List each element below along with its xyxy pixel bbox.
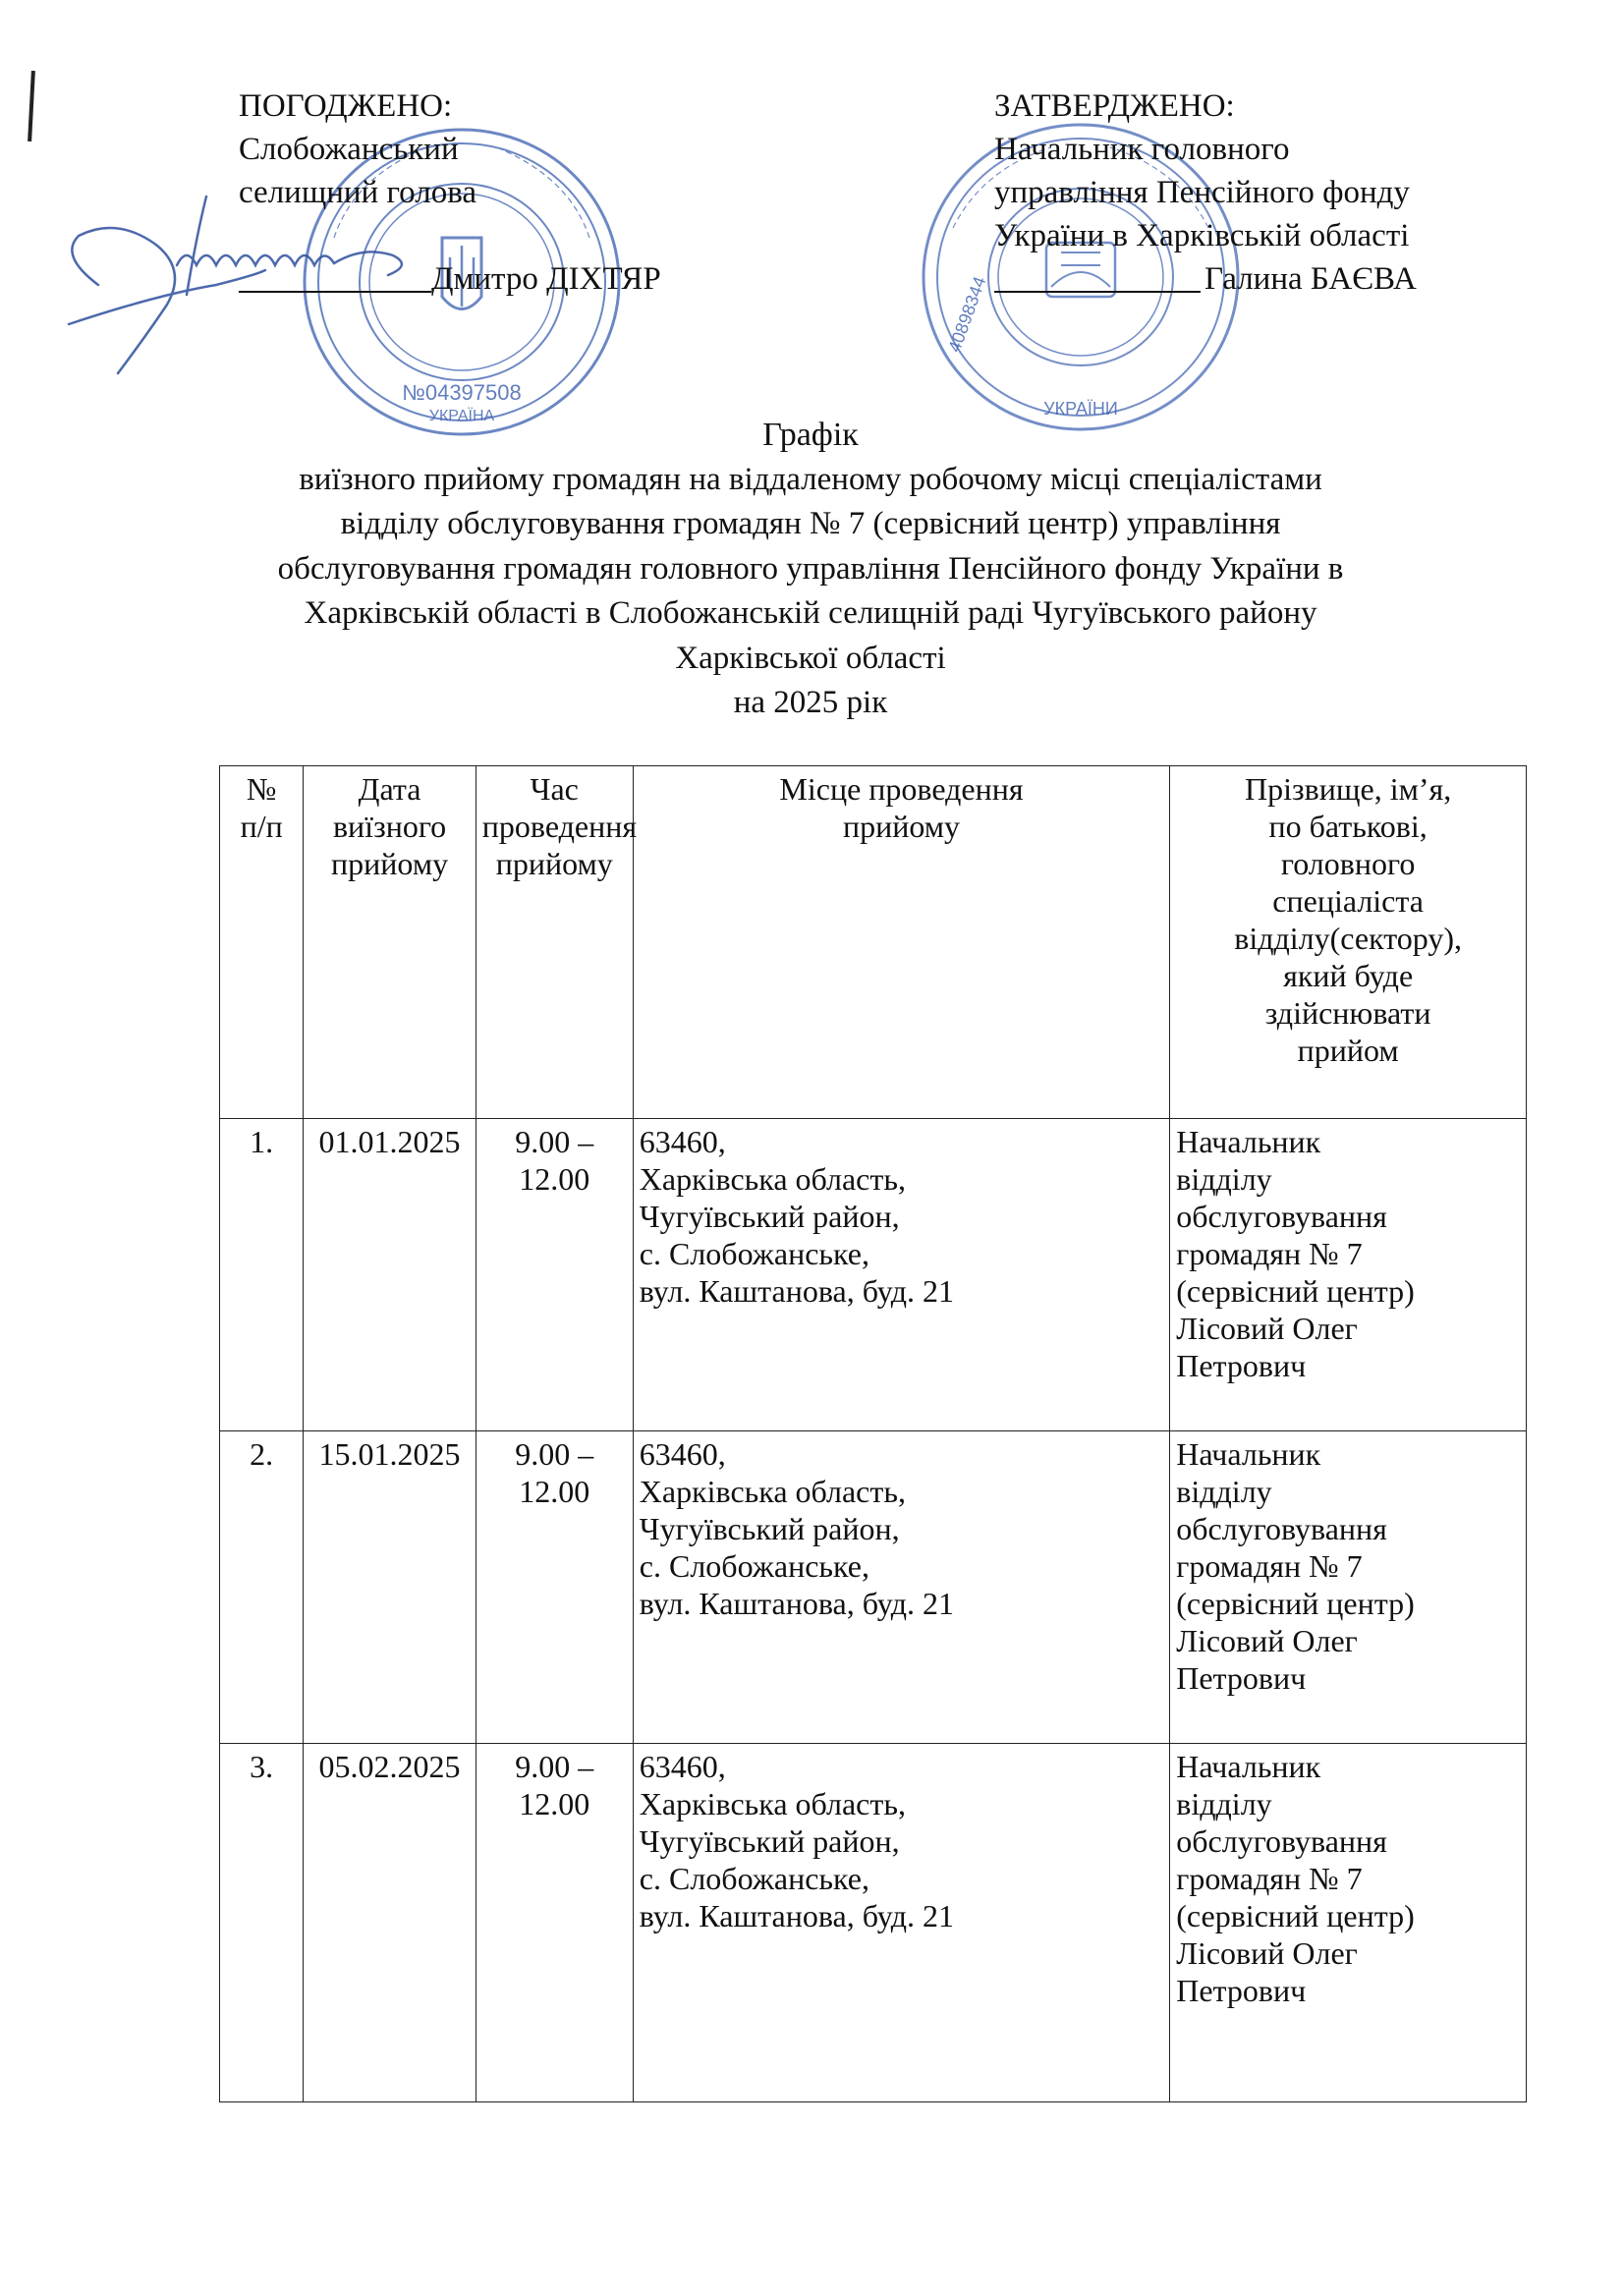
person-line: відділу [1176, 1474, 1272, 1509]
header-time-line: прийому [495, 846, 613, 881]
place-line: вул. Каштанова, буд. 21 [639, 1898, 955, 1933]
place-line: Харківська область, [639, 1786, 906, 1821]
cell-date: 01.01.2025 [304, 1119, 476, 1431]
header-number-line: п/п [240, 809, 283, 844]
cell-time: 9.00 – 12.00 [476, 1431, 633, 1744]
person-line: відділу [1176, 1786, 1272, 1821]
cell-place [633, 1431, 1169, 1744]
header-person-line: по батькові, [1268, 809, 1428, 844]
scan-artifact-mark [28, 71, 35, 141]
person-line: Начальник [1176, 1124, 1321, 1159]
header-date [304, 766, 476, 1119]
header-time-line: проведення [481, 809, 638, 844]
right-stamp-country: УКРАЇНИ [1043, 399, 1118, 419]
person-line: Начальник [1176, 1749, 1321, 1784]
person-line: громадян № 7 [1176, 1236, 1363, 1271]
document-year-line: на 2025 рік [733, 685, 888, 720]
left-stamp-code: №04397508 [402, 380, 522, 405]
place-line: 63460, [639, 1749, 726, 1784]
header-person-line: який буде [1283, 958, 1414, 993]
header-person-line: Прізвище, ім’я, [1245, 771, 1452, 807]
header-time [476, 766, 638, 1119]
document-subtitle-line4: Харківській області в Слобожанській селищній раді Чугуївського району [304, 595, 1317, 631]
cell-time: 9.00 – 12.00 [476, 1744, 633, 2102]
place-line: 63460, [639, 1436, 726, 1472]
header-person-line: відділу(сектору), [1234, 921, 1463, 956]
header-person-line: прийом [1297, 1033, 1399, 1068]
header-date-line: виїзного [332, 809, 447, 844]
place-line: с. Слобожанське, [639, 1236, 869, 1271]
table-header-row [220, 766, 1527, 1119]
approval-left-position-line2: селищний голова [239, 175, 477, 210]
approval-right-position-line2: управління Пенсійного фонду [994, 175, 1410, 210]
cell-number: 2. [220, 1431, 304, 1744]
document-subtitle-line1: виїзного прийому громадян на віддаленому робочому місці спеціалістами [299, 461, 1322, 497]
person-line: Петрович [1176, 1973, 1307, 2008]
place-line: 63460, [639, 1124, 726, 1159]
cell-number: 3. [220, 1744, 304, 2102]
table-row [220, 1119, 1527, 1431]
table-row [220, 1431, 1527, 1744]
person-line: обслуговування [1176, 1199, 1387, 1234]
schedule-table [219, 765, 1527, 2102]
person-line: (сервісний центр) [1176, 1586, 1415, 1621]
person-line: Петрович [1176, 1660, 1307, 1696]
left-stamp-country: УКРАЇНА [428, 408, 495, 424]
cell-date: 15.01.2025 [304, 1431, 476, 1744]
approval-right-block [994, 84, 1584, 301]
approval-left-position-line1: Слобожанський [239, 132, 459, 167]
header-place-line: прийому [843, 809, 961, 844]
cell-date: 05.02.2025 [304, 1744, 476, 2102]
header-place [633, 766, 1169, 1119]
approval-left-heading: ПОГОДЖЕНО: [239, 88, 453, 124]
place-line: Чугуївський район, [639, 1823, 900, 1859]
signature-rule [239, 291, 431, 293]
table-row [220, 1744, 1527, 2102]
person-line: Лісовий Олег [1176, 1935, 1358, 1971]
person-line: відділу [1176, 1161, 1272, 1197]
approval-left-signer-name: Дмитро ДІХТЯР [431, 261, 661, 297]
document-title-block [226, 413, 1395, 726]
person-line: Лісовий Олег [1176, 1311, 1358, 1346]
person-line: (сервісний центр) [1176, 1898, 1415, 1933]
header-person-line: головного [1280, 846, 1416, 881]
document-subtitle-line2: відділу обслуговування громадян № 7 (сервісний центр) управління [340, 506, 1281, 541]
person-line: громадян № 7 [1176, 1548, 1363, 1584]
person-line: обслуговування [1176, 1511, 1387, 1546]
person-line: обслуговування [1176, 1823, 1387, 1859]
person-line: Лісовий Олег [1176, 1623, 1358, 1658]
person-line: Петрович [1176, 1348, 1307, 1383]
place-line: вул. Каштанова, буд. 21 [639, 1586, 955, 1621]
cell-number: 1. [220, 1119, 304, 1431]
person-line: (сервісний центр) [1176, 1273, 1415, 1309]
document-subtitle-line3: обслуговування громадян головного управління Пенсійного фонду України в [277, 550, 1344, 587]
place-line: Чугуївський район, [639, 1511, 900, 1546]
place-line: вул. Каштанова, буд. 21 [639, 1273, 955, 1309]
header-person-line: спеціаліста [1272, 883, 1424, 919]
place-line: Харківська область, [639, 1161, 906, 1197]
cell-time: 9.00 – 12.00 [476, 1119, 633, 1431]
cell-place [633, 1744, 1169, 2102]
header-place-line: Місце проведення [779, 771, 1024, 807]
approval-right-position-line3: України в Харківській області [994, 218, 1410, 253]
document-subtitle-line5: Харківської області [675, 640, 946, 676]
header-date-line: прийому [331, 846, 449, 881]
header-time-line: Час [530, 771, 579, 807]
approval-right-signer-name: Галина БАЄВА [1204, 261, 1417, 297]
cell-person [1170, 1431, 1527, 1744]
person-line: Начальник [1176, 1436, 1321, 1472]
right-stamp-code: 40898344 [944, 273, 990, 355]
header-person [1170, 766, 1527, 1119]
document-title: Графік [762, 417, 859, 453]
approval-left-signer-line [239, 257, 750, 301]
place-line: с. Слобожанське, [639, 1861, 869, 1896]
place-line: Чугуївський район, [639, 1199, 900, 1234]
place-line: Харківська область, [639, 1474, 906, 1509]
header-number [220, 766, 304, 1119]
signature-rule [994, 291, 1201, 293]
header-date-line: Дата [358, 771, 421, 807]
cell-person [1170, 1744, 1527, 2102]
approval-right-heading: ЗАТВЕРДЖЕНО: [994, 88, 1235, 124]
approval-left-block [239, 84, 750, 301]
approval-right-signer-line [994, 257, 1584, 301]
place-line: с. Слобожанське, [639, 1548, 869, 1584]
person-line: громадян № 7 [1176, 1861, 1363, 1896]
header-number-line: № [246, 771, 277, 807]
cell-place [633, 1119, 1169, 1431]
approval-right-position-line1: Начальник головного [994, 132, 1290, 167]
header-person-line: здійснювати [1264, 995, 1431, 1031]
cell-person [1170, 1119, 1527, 1431]
